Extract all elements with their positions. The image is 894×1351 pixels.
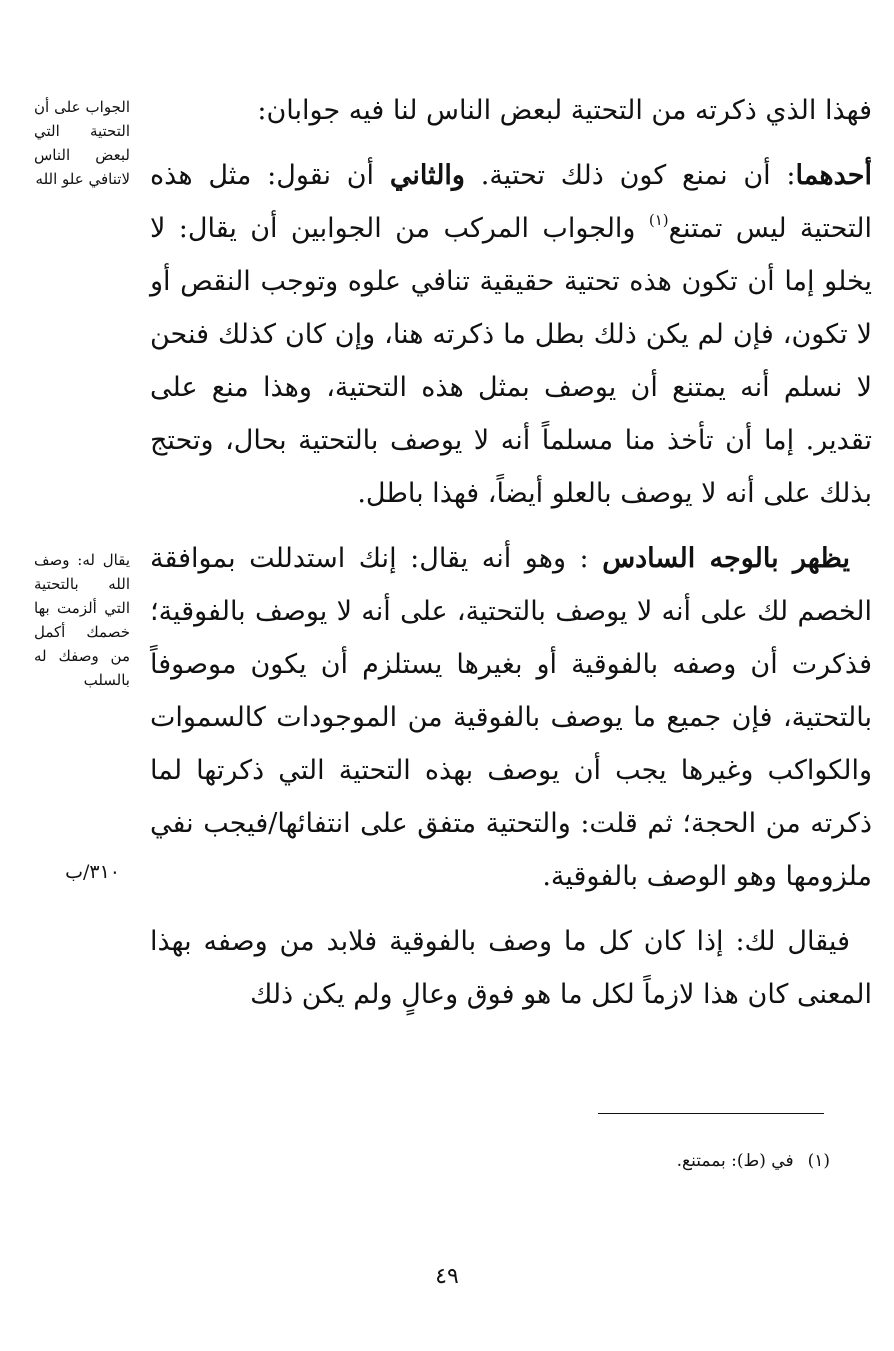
paragraph-2-text-a: : أن نمنع كون ذلك تحتية.	[480, 160, 796, 191]
paragraph-4-text: فيقال لك: إذا كان كل ما وصف بالفوقية فلابد من وصفه بهذا المعنى كان هذا لازماً لكل ما هو فوق وعالٍ ولم يكن ذلك	[150, 926, 872, 1010]
footnote-divider	[598, 1113, 824, 1114]
margin-note-answer: الجواب على أن التحتية التي لبعض الناس لاتنافي علو الله	[34, 98, 130, 188]
footnote-number: (١)	[807, 1151, 830, 1171]
bold-sixth-aspect: يظهر بالوجه السادس	[602, 543, 850, 574]
footnote	[500, 1148, 830, 1174]
paragraph-3-text: : وهو أنه يقال: إنك استدللت بموافقة الخصم لك على أنه لا يوصف بالتحتية، على أنه لا يوصف بالفوقية؛ فذكرت أن وصفه بالفوقية أو بغيرها يستلزم أن يكون موصوفاً بالتحتية، فإن جميع ما يوصف بالفوقية من الموجودات كالسموات والكواكب وغيرها يجب أن يوصف بهذه التحتية التي ذكرتها لما ذكرته من الحجة؛ ثم قلت: والتحتية متفق على انتفائها/فيجب نفي ملزومها وهو الوصف بالفوقية.	[150, 543, 872, 892]
paragraph-4	[150, 915, 872, 1021]
main-text	[150, 84, 872, 1021]
paragraph-2-text-b: أن نقول: مثل هذه التحتية ليس تمتنع	[150, 160, 872, 244]
manuscript-folio-ref: ٣١٠/ب	[65, 861, 120, 883]
bold-first-answer: أحدهما	[795, 160, 872, 191]
footnote-reference: (١)	[648, 211, 669, 229]
page-number: ٤٩	[435, 1264, 459, 1289]
paragraph-2-text-c: والجواب المركب من الجوابين أن يقال: لا يخلو إما أن تكون هذه تحتية حقيقية تنافي علوه وتوجب النقص أو لا تكون، فإن لم يكن ذلك بطل ما ذكرته هنا، وإن كان كذلك فنحن لا نسلم أنه يمتنع أن يوصف بمثل هذه التحتية، وهذا منع على تقدير. إما أن تأخذ منا مسلماً أنه لا يوصف بالتحتية بحال، وتحتج بذلك على أنه لا يوصف بالعلو أيضاً، فهذا باطل.	[150, 213, 872, 509]
paragraph-3	[150, 532, 872, 903]
paragraph-2	[150, 149, 872, 520]
paragraph-1-text: فهذا الذي ذكرته من التحتية لبعض الناس لنا فيه جوابان:	[257, 95, 872, 126]
footnote-text: في (ط): بممتنع.	[676, 1151, 794, 1171]
paragraph-1	[150, 84, 872, 137]
margin-note-rebuttal: يقال له: وصف الله بالتحتية التي ألزمت بها خصمك أكمل من وصفك له بالسلب	[34, 551, 130, 689]
bold-second-answer: والثاني	[389, 160, 465, 191]
